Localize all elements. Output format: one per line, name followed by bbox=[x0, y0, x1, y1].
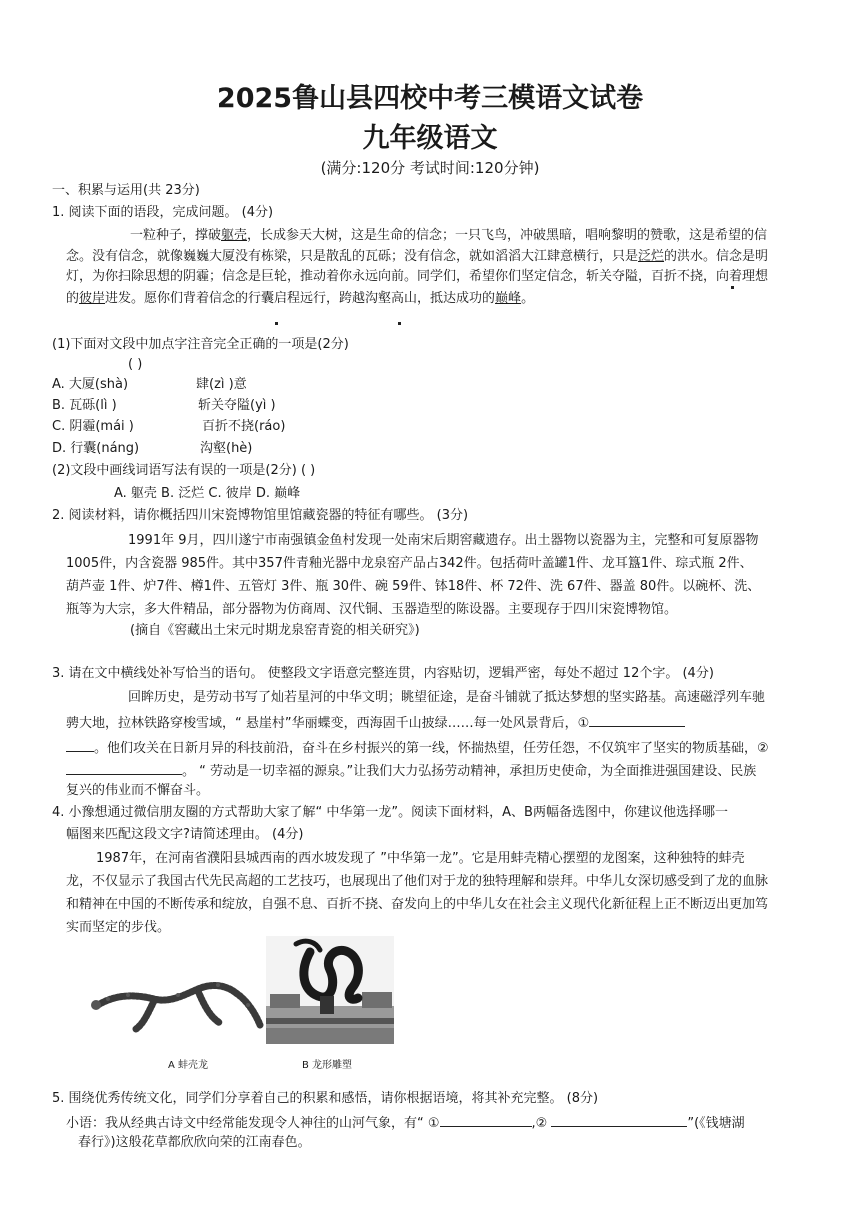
q1-para-line1 bbox=[130, 227, 767, 245]
q4-line3: 和精神在中国的不断传承和绽放，自强不息、百折不挠、奋发向上的中华儿女在社会主义现代化新征程上正不断迈出更加笃 bbox=[66, 897, 769, 912]
q1-underlined-word: 巅峰 bbox=[495, 291, 522, 306]
q1-sub2-options[interactable]: A. 躯壳 B. 泛烂 C. 彼岸 D. 巅峰 bbox=[114, 486, 301, 501]
q3-line5: 复兴的伟业而不懈奋斗。 bbox=[66, 783, 210, 798]
poem-blank-1[interactable] bbox=[440, 1112, 532, 1127]
section-heading: 一、积累与运用(共 23分) bbox=[52, 183, 200, 198]
q1-para-line2 bbox=[66, 248, 768, 266]
q3-text: 。 “ 劳动是一切幸福的源泉。”让我们大力弘扬劳动精神，承担历史使命，为全面推进强国建设、民族 bbox=[182, 764, 757, 779]
q1-option-d-second: 沟壑(hè) bbox=[200, 441, 253, 456]
q4-line2: 龙，不仅显示了我国古代先民高超的工艺技巧，也展现出了他们对于龙的独特理解和崇拜。中华儿女深切感受到了龙的血脉 bbox=[66, 874, 769, 889]
q1-text: 进发。愿你们背着信念的行囊启程远行，跨越沟壑高山，抵达成功的 bbox=[105, 291, 496, 306]
image-a-shell-dragon[interactable] bbox=[88, 965, 268, 1047]
q5-line1 bbox=[66, 1112, 745, 1133]
exam-subtitle: 九年级语文 bbox=[362, 123, 498, 154]
q1-text: 的洪水。信念是明 bbox=[664, 249, 769, 264]
q1-text: ，长成参天大树，这是生命的信念；一只飞鸟，冲破黑暗，唱响黎明的赞歌，这是希望的信 bbox=[247, 228, 768, 243]
q1-underlined-word: 彼岸 bbox=[79, 291, 106, 306]
exam-meta: (满分:120分 考试时间:120分钟) bbox=[320, 159, 540, 177]
emphasis-dot bbox=[731, 286, 734, 289]
answer-blank-2[interactable] bbox=[66, 760, 182, 775]
q3-line2 bbox=[66, 712, 685, 733]
q1-text: 念。没有信念，就像巍巍大厦没有栋梁，只是散乱的瓦砾；没有信念，就如滔滔大江肆意横行，只是 bbox=[66, 249, 639, 264]
q1-option-c[interactable]: C. 阴霾(mái ) bbox=[52, 419, 134, 434]
q4-line1: 1987年，在河南省濮阳县城西南的西水坡发现了 ”中华第一龙”。它是用蚌壳精心摆塑的龙图案，这种独特的蚌壳 bbox=[96, 851, 745, 866]
q5-text: ”(《钱塘湖 bbox=[687, 1116, 745, 1131]
caption-a: A 蚌壳龙 bbox=[168, 1060, 209, 1071]
q1-option-b-second: 斩关夺隘(yì ) bbox=[198, 398, 276, 413]
q2-line1: 1991年 9月，四川遂宁市南强镇金鱼村发现一处南宋后期窖藏遗存。出土器物以瓷器为主，完整和可复原器物 bbox=[128, 533, 759, 548]
q2-line2: 1005件，内含瓷器 985件。其中357件青釉光器中龙泉窑产品占342件。包括荷叶盖罐1件、龙耳簋1件、琮式瓶 2件、 bbox=[66, 556, 753, 571]
q1-para-line4 bbox=[66, 290, 534, 308]
q3-line4 bbox=[66, 760, 756, 781]
q4-line4: 实而坚定的步伐。 bbox=[66, 920, 171, 935]
q1-text: 一粒种子，撑破 bbox=[130, 228, 222, 243]
q2-source: (摘自《窖藏出土宋元时期龙泉窑青瓷的相关研究》) bbox=[130, 623, 420, 638]
q1-prompt: 1. 阅读下面的语段，完成问题。 (4分) bbox=[52, 205, 274, 220]
q3-line3 bbox=[66, 737, 769, 758]
q1-sub1-answer-paren[interactable]: ( ) bbox=[128, 357, 143, 372]
q5-text: 小语：我从经典古诗文中经常能发现令人神往的山河气象，有“ ① bbox=[66, 1116, 440, 1131]
q5-line2: 春行》)这般花草都欣欣向荣的江南春色。 bbox=[78, 1135, 311, 1150]
q1-sub2: (2)文段中画线词语写法有误的一项是(2分) ( ) bbox=[52, 463, 316, 478]
answer-blank-1[interactable] bbox=[589, 712, 685, 727]
q2-line3: 葫芦壶 1件、炉7件、樽1件、五管灯 3件、瓶 30件、碗 59件、钵18件、杯 72件、洗 67件、器盖 80件。以碗杯、洗、 bbox=[66, 579, 761, 594]
q1-text: 的 bbox=[66, 291, 80, 306]
emphasis-dot bbox=[398, 322, 401, 325]
q1-option-d[interactable]: D. 行囊(náng) bbox=[52, 441, 140, 456]
q2-line4: 瓶等为大宗，多大件精品，部分器物为仿商周、汉代铜、玉器造型的陈设器。主要现存于四川宋瓷博物馆。 bbox=[66, 602, 678, 617]
q1-option-b[interactable]: B. 瓦砾(lì ) bbox=[52, 398, 117, 413]
q1-option-a-second: 肆(zì )意 bbox=[196, 377, 247, 392]
q3-line1: 回眸历史，是劳动书写了灿若星河的中华文明；眺望征途，是奋斗铺就了抵达梦想的坚实路基。高速磁浮列车驰 bbox=[128, 690, 766, 705]
emphasis-dot bbox=[275, 322, 278, 325]
q3-text: 骋大地，拉林铁路穿梭雪域，“ 悬崖村”华丽蝶变，西海固千山披绿……每一处风景背后，① bbox=[66, 716, 590, 731]
dragon-mosaic-icon bbox=[88, 965, 268, 1047]
q1-option-a[interactable]: A. 大厦(shà) bbox=[52, 377, 129, 392]
caption-b: B 龙形雕塑 bbox=[302, 1060, 353, 1071]
q5-prompt: 5. 围绕优秀传统文化，同学们分享着自己的积累和感悟，请你根据语境，将其补充完整。 (8分) bbox=[52, 1091, 599, 1106]
q1-text: 。 bbox=[521, 291, 535, 306]
q1-sub1: (1)下面对文段中加点字注音完全正确的一项是(2分) bbox=[52, 337, 349, 352]
dragon-sculpture-icon bbox=[266, 936, 394, 1044]
q4-prompt-1: 4. 小豫想通过微信朋友圈的方式帮助大家了解“ 中华第一龙”。阅读下面材料，A、B两幅备选图中，你建议他选择哪一 bbox=[52, 805, 728, 820]
q2-prompt: 2. 阅读材料，请你概括四川宋瓷博物馆里馆藏瓷器的特征有哪些。 (3分) bbox=[52, 508, 469, 523]
image-b-dragon-sculpture[interactable] bbox=[266, 936, 394, 1044]
q5-text: ,② bbox=[531, 1116, 548, 1131]
poem-blank-2[interactable] bbox=[551, 1112, 687, 1127]
q3-text: 。他们攻关在日新月异的科技前沿，奋斗在乡村振兴的第一线，怀揣热望，任劳任怨，不仅筑牢了坚实的物质基础，② bbox=[94, 741, 769, 756]
exam-title: 2025鲁山县四校中考三模语文试卷 bbox=[216, 83, 644, 114]
q3-prompt: 3. 请在文中横线处补写恰当的语句。 使整段文字语意完整连贯，内容贴切，逻辑严密，每处不超过 12个字。 (4分) bbox=[52, 666, 714, 681]
answer-blank-1-cont[interactable] bbox=[66, 737, 94, 752]
q4-prompt-2: 幅图来匹配这段文字?请简述理由。 (4分) bbox=[66, 827, 304, 842]
q1-option-c-second: 百折不挠(ráo) bbox=[202, 419, 286, 434]
q1-underlined-word: 泛烂 bbox=[638, 249, 665, 264]
q1-para-line3: 灯，为你扫除思想的阴霾；信念是巨轮，推动着你永远向前。同学们，希望你们坚定信念，斩关夺隘，百折不挠，向着理想 bbox=[66, 269, 769, 284]
q1-underlined-word: 躯壳 bbox=[221, 228, 248, 243]
